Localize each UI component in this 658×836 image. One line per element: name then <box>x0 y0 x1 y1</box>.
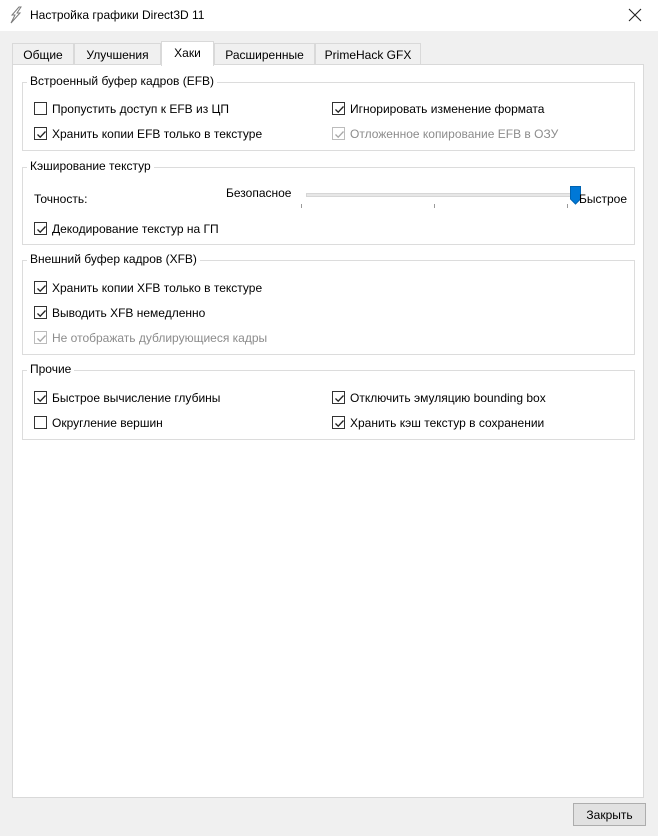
checkbox-checked-icon <box>34 306 47 319</box>
close-button[interactable]: Закрыть <box>573 803 646 826</box>
checkbox-checked-icon <box>34 127 47 140</box>
hacks-panel <box>12 64 644 798</box>
checkbox-unchecked-icon <box>34 102 47 115</box>
checkbox-checked-icon <box>332 391 345 404</box>
close-icon <box>628 8 642 22</box>
efb-group: Встроенный буфер кадров (EFB) Пропустить доступ к EFB из ЦП Игнорировать изменение формата Хранить копии EFB только в текстуре Отложенное копирование EFB в ОЗУ <box>22 82 635 151</box>
accuracy-slider-track[interactable] <box>306 193 576 197</box>
checkbox-checked-icon <box>332 416 345 429</box>
checkbox-unchecked-icon <box>34 416 47 429</box>
tab-hacks[interactable]: Хаки <box>161 41 214 66</box>
other-group-title: Прочие <box>27 362 74 376</box>
accuracy-label: Точность: <box>34 192 88 206</box>
texture-cache-group-title: Кэширование текстур <box>27 159 154 173</box>
window-close-button[interactable] <box>612 0 658 31</box>
other-group: Прочие Быстрое вычисление глубины Отключить эмуляцию bounding box Округление вершин Хранить кэш текстур в сохранении <box>22 370 635 440</box>
xfb-group-title: Внешний буфер кадров (XFB) <box>27 252 200 266</box>
xfb-group: Внешний буфер кадров (XFB) Хранить копии XFB только в текстуре Выводить XFB немедленно Не отображать дублирующиеся кадры <box>22 260 635 355</box>
efb-group-title: Встроенный буфер кадров (EFB) <box>27 74 217 88</box>
tab-enhancements[interactable]: Улучшения <box>74 43 161 65</box>
checkbox-checked-icon <box>332 127 345 140</box>
tab-primehack-gfx[interactable]: PrimeHack GFX <box>315 43 421 65</box>
checkbox-checked-icon <box>34 222 47 235</box>
dolphin-app-icon <box>8 6 24 24</box>
slider-tick <box>434 204 435 208</box>
checkbox-checked-icon <box>332 102 345 115</box>
tab-general[interactable]: Общие <box>12 43 74 65</box>
tab-advanced[interactable]: Расширенные <box>214 43 315 65</box>
texture-cache-group: Кэширование текстур Точность: Безопасное Быстрое Декодирование текстур на ГП <box>22 167 635 245</box>
checkbox-checked-icon <box>34 281 47 294</box>
checkbox-checked-icon <box>34 331 47 344</box>
title-bar <box>0 0 658 31</box>
slider-tick <box>567 204 568 208</box>
slider-tick <box>301 204 302 208</box>
checkbox-checked-icon <box>34 391 47 404</box>
window-title: Настройка графики Direct3D 11 <box>30 8 205 22</box>
fast-label: Быстрое <box>579 192 628 206</box>
safe-label: Безопасное <box>226 186 292 200</box>
